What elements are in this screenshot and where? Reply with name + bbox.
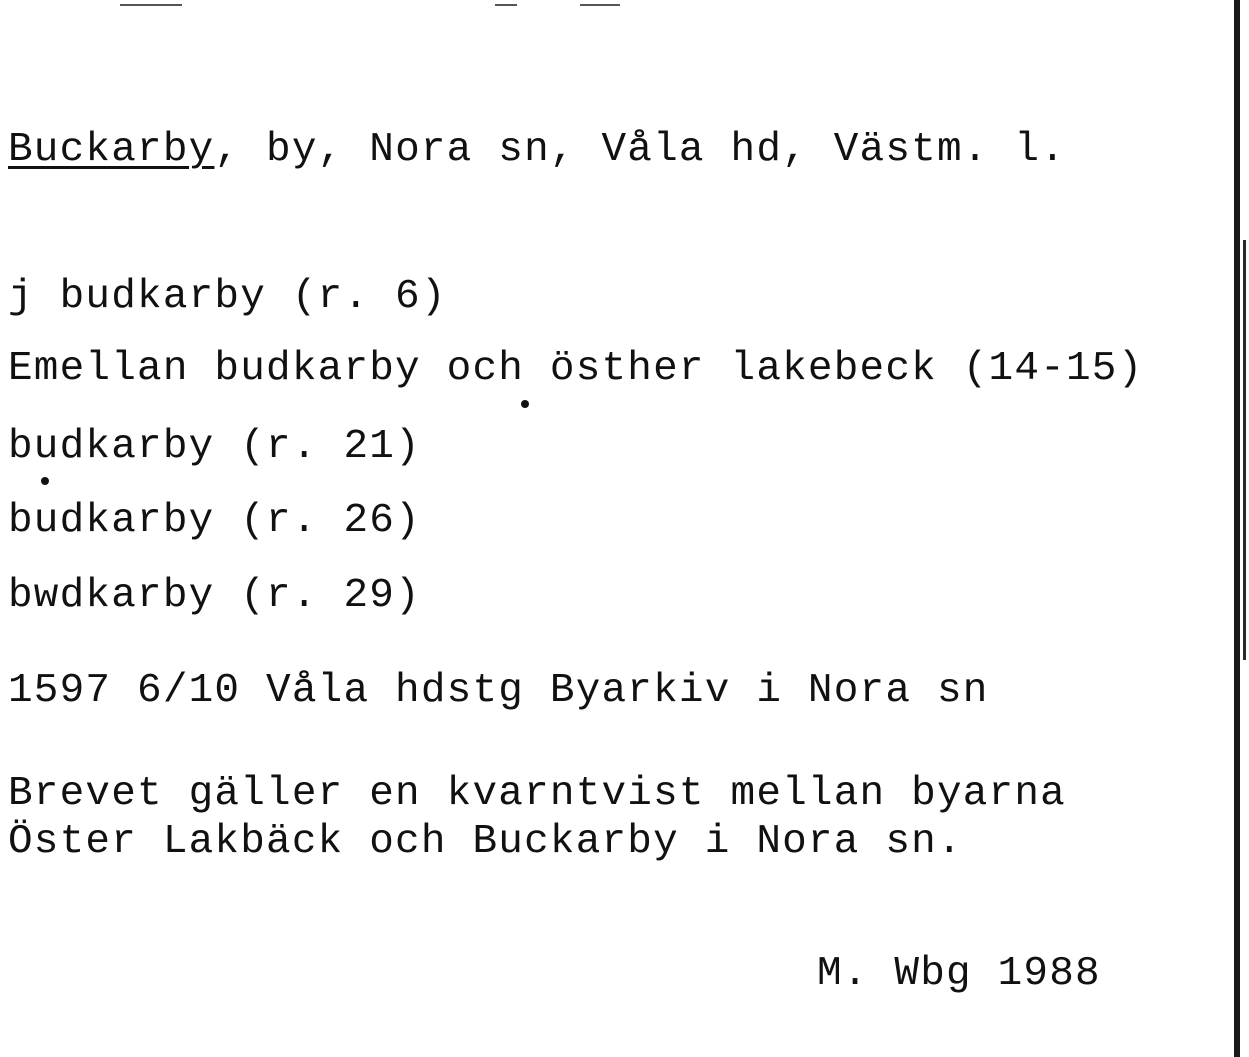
comment-line: Brevet gäller en kvarntvist mellan byarna (8, 771, 1066, 817)
place-name: Buckarby (8, 127, 215, 173)
scan-speck (495, 4, 517, 6)
source-reference: 1597 6/10 Våla hdstg Byarkiv i Nora sn (8, 668, 989, 714)
comment-line: Öster Lakbäck och Buckarby i Nora sn. (8, 819, 963, 865)
place-description: , by, Nora sn, Våla hd, Västm. l. (214, 127, 1066, 173)
attestation-line: Emellan budkarby och östher lakebeck (14-15) (8, 346, 1144, 392)
signature: M. Wbg 1988 (817, 951, 1101, 997)
attestation-line: budkarby (r. 21) (8, 424, 421, 470)
card-edge (1234, 0, 1240, 1057)
card-edge-shadow (1243, 240, 1246, 660)
attestation-line: bwdkarby (r. 29) (8, 573, 421, 619)
attestation-line: budkarby (r. 26) (8, 498, 421, 544)
card-heading (8, 126, 1066, 174)
editorial-dot-mark (41, 477, 49, 485)
attestation-line: j budkarby (r. 6) (8, 274, 447, 320)
scan-speck (580, 4, 620, 6)
editorial-dot-mark (521, 400, 529, 408)
scan-speck (120, 4, 182, 6)
